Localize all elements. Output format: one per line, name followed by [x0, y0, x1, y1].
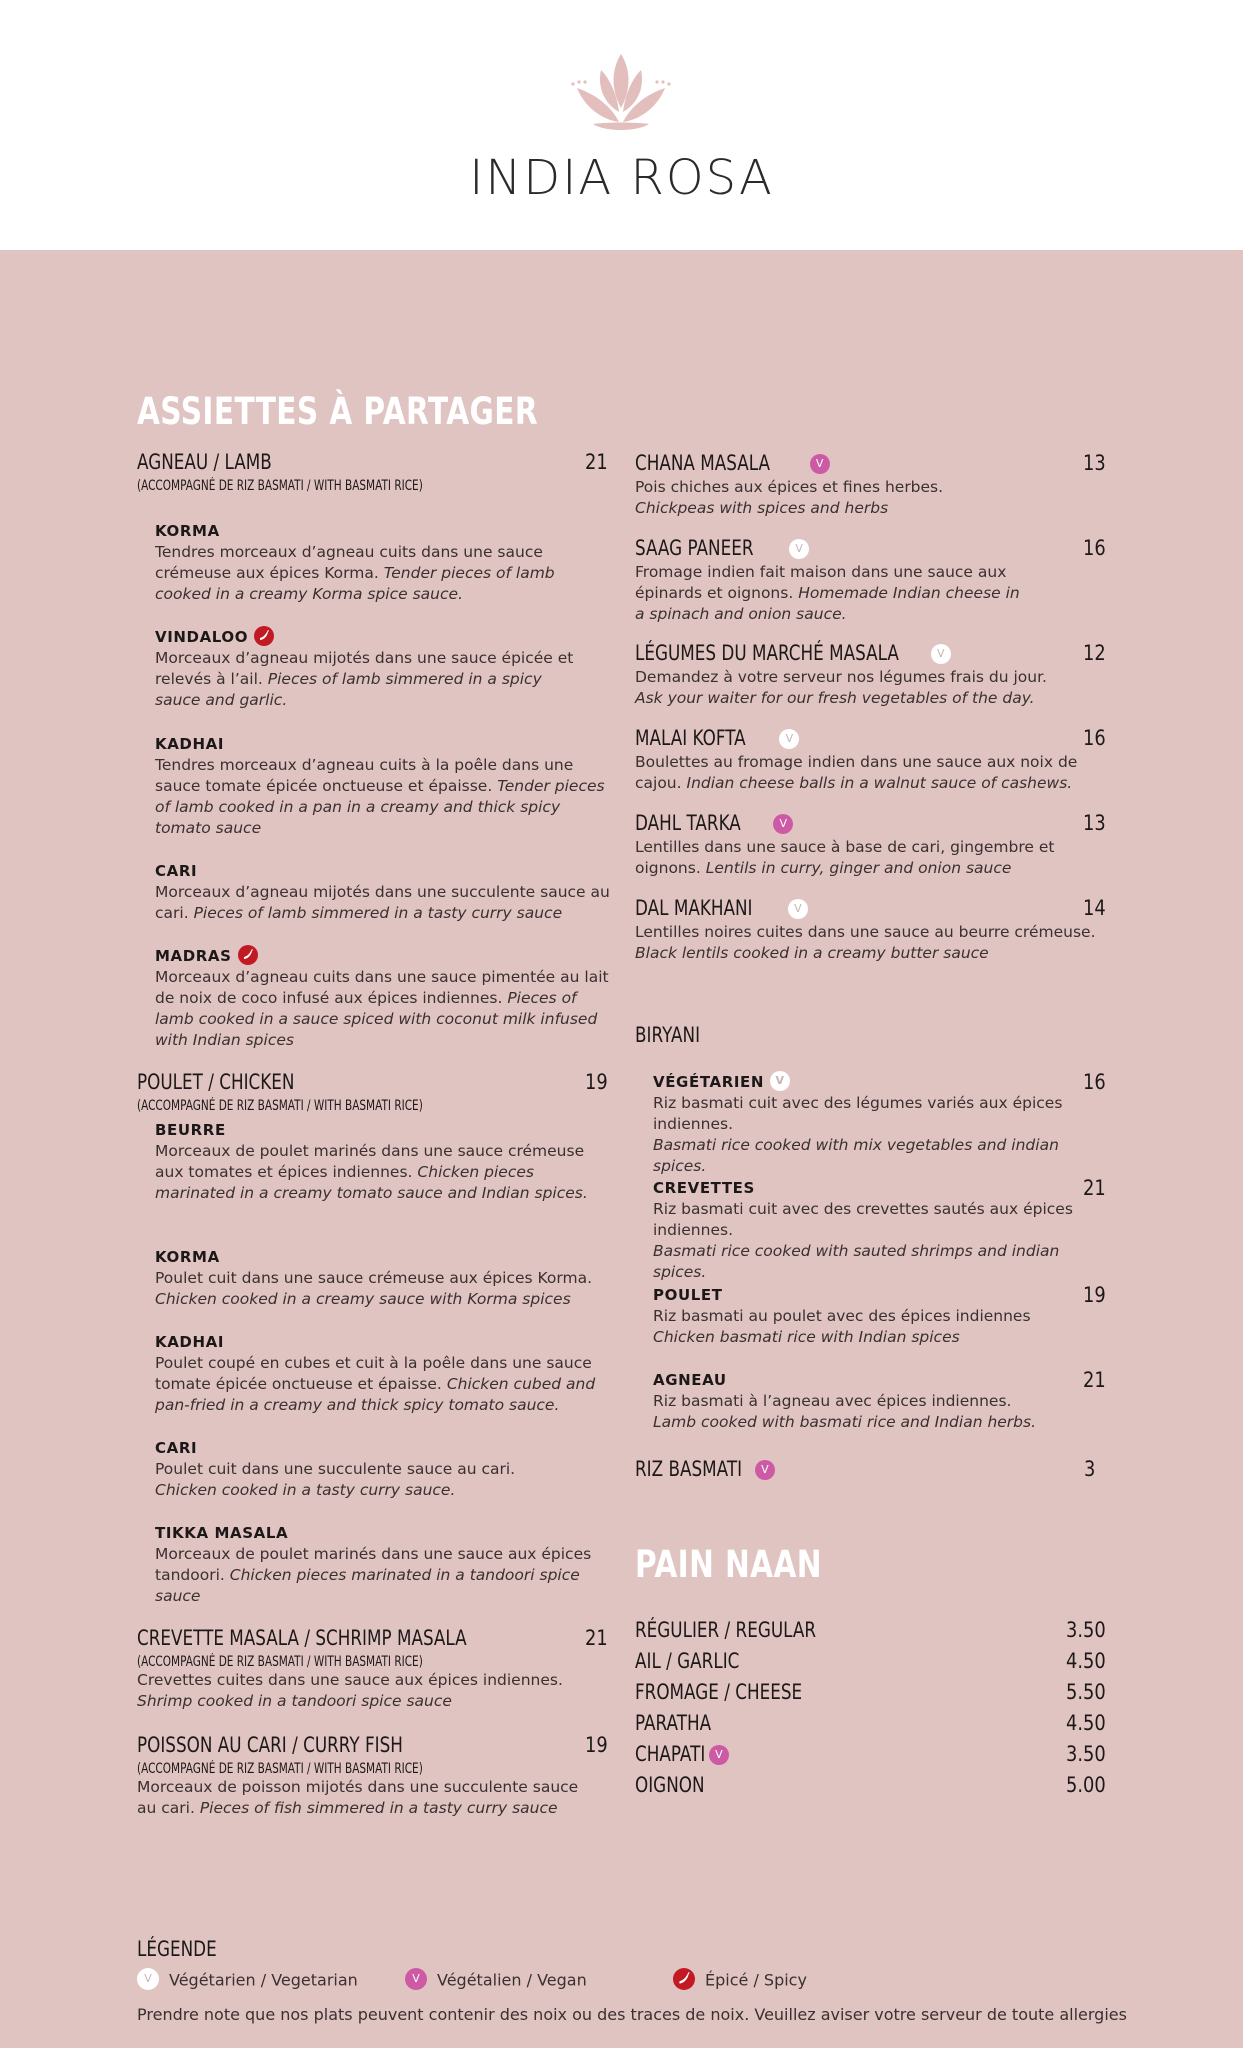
item-price: 16 [1083, 1070, 1106, 1094]
spicy-pepper-icon [673, 1968, 695, 1990]
naan-price: 3.50 [1066, 1618, 1106, 1642]
dish-malai-kofta [635, 726, 1106, 794]
dish-dahl-tarka [635, 811, 1106, 879]
vegetarian-badge-icon: V [931, 644, 951, 664]
item-price: 21 [1083, 1176, 1106, 1200]
dish-curry-fish [137, 1733, 608, 1819]
naan-list [635, 1618, 1106, 1808]
menu-header [0, 0, 1243, 250]
item-desc-fr: Poulet cuit dans une sauce crémeuse aux épices Korma. [155, 1269, 593, 1287]
vegetarian-badge-icon: V [779, 729, 799, 749]
section-title-biryani: BIRYANI [635, 1023, 701, 1047]
item-desc-en: Homemade Indian cheese in a spinach and onion sauce. [635, 584, 1020, 623]
item-desc-fr: Crevettes cuites dans une sauce aux épices indiennes. [137, 1671, 563, 1689]
legend-label: Végétalien / Vegan [437, 1970, 587, 1990]
naan-price: 5.00 [1066, 1773, 1106, 1797]
item-desc-fr: Lentilles noires cuites dans une sauce au beurre crémeuse. [635, 923, 1096, 941]
vegetarian-badge-icon: V [770, 1071, 790, 1091]
naan-item [635, 1742, 1106, 1772]
chicken-korma [155, 1247, 608, 1310]
item-name: KADHAI [155, 735, 225, 753]
naan-price: 4.50 [1066, 1649, 1106, 1673]
item-desc-en: Tender pieces of lamb cooked in a pan in a creamy and thick spicy tomato sauce [155, 777, 605, 837]
item-desc-en: Chicken cubed and pan-fried in a creamy and thick spicy tomato sauce. [155, 1375, 596, 1414]
item-price: 21 [1083, 1368, 1106, 1392]
item-desc-en: Basmati rice cooked with sauted shrimps and indian spices. [653, 1242, 1060, 1281]
dish-price: 13 [1083, 811, 1106, 835]
naan-price: 5.50 [1066, 1680, 1106, 1704]
dish-saag-paneer [635, 536, 1106, 625]
item-name: KORMA [155, 1248, 220, 1266]
lamb-cari [155, 861, 608, 924]
vegan-badge-icon: V [755, 1460, 775, 1480]
vegan-badge-icon: V [773, 814, 793, 834]
item-desc-en: Pieces of lamb cooked in a sauce spiced with coconut milk infused with Indian spices [155, 989, 598, 1049]
item-desc-fr: Riz basmati cuit avec des légumes variés aux épices indiennes. [653, 1094, 1063, 1133]
item-desc-fr: Pois chiches aux épices et fines herbes. [635, 478, 944, 496]
item-desc-en: Pieces of lamb simmered in a spicy sauce and garlic. [155, 670, 542, 709]
lamb-madras [155, 946, 608, 1051]
item-name: KADHAI [155, 1333, 225, 1351]
dish-price: 21 [585, 450, 608, 474]
naan-item [635, 1711, 1106, 1741]
item-desc-en: Chicken pieces marinated in a tandoori spice sauce [155, 1566, 580, 1605]
dish-name: DAL MAKHANI [635, 896, 753, 920]
dish-shrimp-masala [137, 1626, 608, 1712]
dish-price: 19 [585, 1070, 608, 1094]
dish-price: 14 [1083, 896, 1106, 920]
item-name: BEURRE [155, 1121, 226, 1139]
chicken-beurre [155, 1120, 608, 1204]
chicken-tikka-masala [155, 1523, 608, 1607]
item-desc-fr: Riz basmati au poulet avec des épices indiennes [653, 1307, 1031, 1325]
spicy-pepper-icon [254, 626, 274, 646]
vegetarian-badge-icon: V [137, 1968, 159, 1990]
item-desc-fr: Riz basmati cuit avec des crevettes sautés aux épices indiennes. [653, 1200, 1073, 1239]
naan-name: CHAPATI [635, 1742, 706, 1766]
item-desc-fr: Morceaux d’agneau cuits dans une sauce pimentée au lait de noix de coco infusé aux épices indiennes. [155, 968, 609, 1007]
dish-dal-makhani [635, 896, 1106, 964]
item-desc-en: Black lentils cooked in a creamy butter sauce [635, 944, 989, 962]
item-desc-en: Pieces of lamb simmered in a tasty curry sauce [193, 904, 563, 922]
item-name: KORMA [155, 522, 220, 540]
dish-name: RIZ BASMATI [635, 1457, 743, 1481]
dish-subtitle: (ACCOMPAGNÉ DE RIZ BASMATI / WITH BASMATI RICE) [137, 1098, 423, 1114]
biryani-vegetarien [653, 1072, 1106, 1177]
lamb-korma [155, 521, 608, 605]
dish-price: 12 [1083, 641, 1106, 665]
dish-name: CREVETTE MASALA / SCHRIMP MASALA [137, 1626, 467, 1650]
naan-item [635, 1618, 1106, 1648]
dish-legumes-masala [635, 641, 1106, 709]
item-desc-en: Basmati rice cooked with mix vegetables and indian spices. [653, 1136, 1059, 1175]
item-name: VÉGÉTARIEN [653, 1073, 765, 1091]
spicy-pepper-icon [238, 945, 258, 965]
lamb-kadhai [155, 734, 608, 839]
item-desc-fr: Tendres morceaux d’agneau cuits dans une sauce crémeuse aux épices Korma. [155, 543, 543, 582]
dish-price: 3 [1083, 1457, 1095, 1481]
item-desc-en: Shrimp cooked in a tandoori spice sauce [137, 1692, 452, 1710]
dish-chana-masala [635, 451, 1106, 519]
item-name: TIKKA MASALA [155, 1524, 289, 1542]
dish-name: SAAG PANEER [635, 536, 754, 560]
legend-label: Végétarien / Vegetarian [169, 1970, 358, 1990]
naan-name: AIL / GARLIC [635, 1649, 740, 1673]
vegetarian-badge-icon: V [788, 899, 808, 919]
vegan-badge-icon: V [810, 454, 830, 474]
item-name: AGNEAU [653, 1371, 727, 1389]
left-column [137, 450, 608, 1830]
dish-price: 21 [585, 1626, 608, 1650]
vegan-badge-icon: V [405, 1968, 427, 1990]
dish-name: AGNEAU / LAMB [137, 450, 272, 474]
item-name: MADRAS [155, 947, 232, 965]
item-desc-fr: Poulet coupé en cubes et cuit à la poêle dans une sauce tomate épicée onctueuse et épaisse. [155, 1354, 592, 1393]
item-name: CREVETTES [653, 1179, 755, 1197]
item-desc-fr: Lentilles dans une sauce à base de cari, gingembre et oignons. [635, 838, 1055, 877]
item-desc-en: Pieces of fish simmered in a tasty curry sauce [199, 1799, 558, 1817]
item-name: CARI [155, 1439, 198, 1457]
item-desc-fr: Riz basmati à l’agneau avec épices indiennes. [653, 1392, 1012, 1410]
restaurant-logo-text: INDIA ROSA [469, 150, 774, 206]
legend-vegan [405, 1970, 587, 1992]
item-name: POULET [653, 1286, 723, 1304]
naan-name: FROMAGE / CHEESE [635, 1680, 803, 1704]
dish-subtitle: (ACCOMPAGNÉ DE RIZ BASMATI / WITH BASMATI RICE) [137, 478, 423, 494]
item-desc-fr: Morceaux d’agneau mijotés dans une succulente sauce au cari. [155, 883, 610, 922]
chicken-kadhai [155, 1332, 608, 1416]
legend-spicy [673, 1970, 807, 1992]
item-desc-en: Ask your waiter for our fresh vegetables of the day. [635, 689, 1035, 707]
item-name: VINDALOO [155, 628, 249, 646]
item-desc-en: Indian cheese balls in a walnut sauce of cashews. [686, 774, 1073, 792]
right-column [635, 451, 1106, 1791]
item-desc-en: Tender pieces of lamb cooked in a creamy Korma spice sauce. [155, 564, 555, 603]
lotus-logo-icon [571, 52, 671, 134]
naan-name: PARATHA [635, 1711, 712, 1735]
naan-item [635, 1649, 1106, 1679]
item-desc-fr: Boulettes au fromage indien dans une sauce aux noix de cajou. [635, 753, 1078, 792]
dish-subtitle: (ACCOMPAGNÉ DE RIZ BASMATI / WITH BASMATI RICE) [137, 1654, 423, 1670]
item-desc-fr: Tendres morceaux d’agneau cuits à la poêle dans une sauce tomate épicée onctueuse et épaisse. [155, 756, 574, 795]
biryani-poulet [653, 1285, 1106, 1348]
dish-price: 16 [1083, 726, 1106, 750]
dish-subtitle: (ACCOMPAGNÉ DE RIZ BASMATI / WITH BASMATI RICE) [137, 1761, 423, 1777]
item-name: CARI [155, 862, 198, 880]
vegetarian-badge-icon: V [789, 539, 809, 559]
item-desc-fr: Demandez à votre serveur nos légumes frais du jour. [635, 668, 1047, 686]
vegan-badge-icon: V [709, 1745, 729, 1765]
item-desc-fr: Poulet cuit dans une succulente sauce au cari. [155, 1460, 516, 1478]
item-desc-en: Chicken basmati rice with Indian spices [653, 1328, 960, 1346]
naan-name: OIGNON [635, 1773, 705, 1797]
legend-vegetarian [137, 1970, 358, 1992]
item-desc-fr: Morceaux de poisson mijotés dans une succulente sauce au cari. [137, 1778, 579, 1817]
item-desc-en: Chicken cooked in a creamy sauce with Korma spices [155, 1290, 571, 1308]
dish-lamb [137, 450, 608, 494]
naan-item [635, 1680, 1106, 1710]
section-title-assiettes: ASSIETTES À PARTAGER [137, 390, 539, 433]
naan-name: RÉGULIER / REGULAR [635, 1618, 817, 1642]
item-desc-en: Chicken pieces marinated in a creamy tomato sauce and Indian spices. [155, 1163, 588, 1202]
item-desc-fr: Morceaux de poulet marinés dans une sauce crémeuse aux tomates et épices indiennes. [155, 1142, 585, 1181]
lamb-vindaloo [155, 627, 608, 711]
legend-label: Épicé / Spicy [705, 1970, 807, 1990]
dish-name: LÉGUMES DU MARCHÉ MASALA [635, 641, 899, 665]
item-price: 19 [1083, 1283, 1106, 1307]
biryani-title [635, 1023, 1106, 1049]
item-desc-en: Lentils in curry, ginger and onion sauce [705, 859, 1012, 877]
legend-title: LÉGENDE [137, 1937, 217, 1961]
dish-price: 13 [1083, 451, 1106, 475]
dish-chicken [137, 1070, 608, 1114]
item-desc-en: Chickpeas with spices and herbs [635, 499, 889, 517]
dish-price: 16 [1083, 536, 1106, 560]
dish-name: DAHL TARKA [635, 811, 741, 835]
biryani-agneau [653, 1370, 1106, 1433]
chicken-cari [155, 1438, 608, 1501]
naan-item [635, 1773, 1106, 1803]
dish-riz-basmati [635, 1457, 1095, 1483]
dish-name: MALAI KOFTA [635, 726, 746, 750]
item-desc-fr: Morceaux de poulet marinés dans une sauce aux épices tandoori. [155, 1545, 592, 1584]
item-desc-fr: Morceaux d’agneau mijotés dans une sauce épicée et relevés à l’ail. [155, 649, 574, 688]
section-title-naan: PAIN NAAN [635, 1543, 822, 1586]
item-desc-en: Chicken cooked in a tasty curry sauce. [155, 1481, 456, 1499]
biryani-crevettes [653, 1178, 1106, 1283]
dish-name: POISSON AU CARI / CURRY FISH [137, 1733, 403, 1757]
item-desc-en: Lamb cooked with basmati rice and Indian herbs. [653, 1413, 1037, 1431]
naan-price: 4.50 [1066, 1711, 1106, 1735]
item-desc-fr: Fromage indien fait maison dans une sauce aux épinards et oignons. [635, 563, 1007, 602]
dish-name: CHANA MASALA [635, 451, 770, 475]
dish-price: 19 [585, 1733, 608, 1757]
naan-price: 3.50 [1066, 1742, 1106, 1766]
dish-name: POULET / CHICKEN [137, 1070, 295, 1094]
allergy-note: Prendre note que nos plats peuvent contenir des noix ou des traces de noix. Veuillez aviser votre serveur de toute allergies [137, 2005, 1127, 2024]
